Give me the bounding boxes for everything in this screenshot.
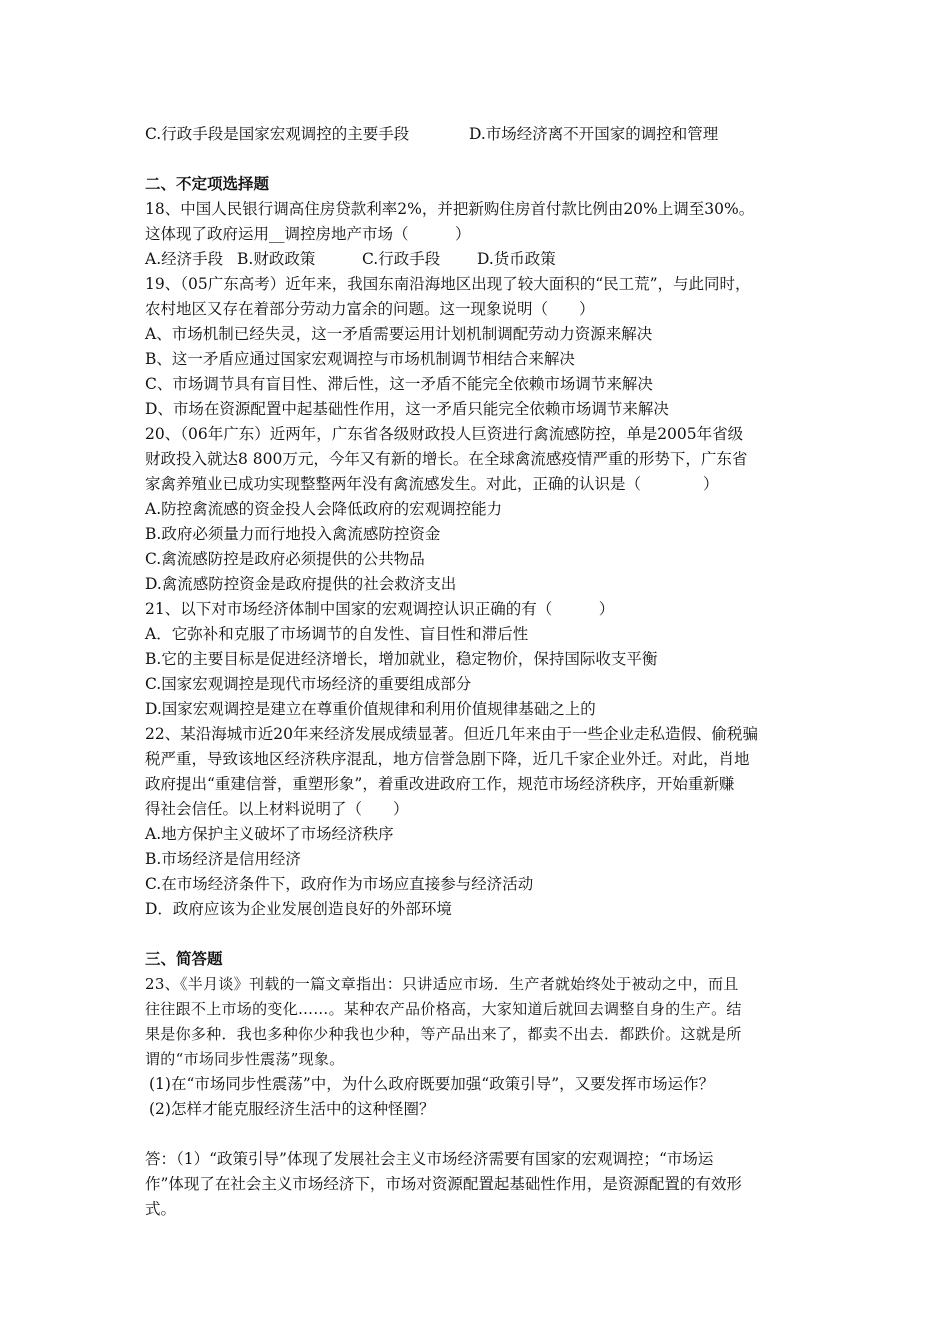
q22-option-b: B.市场经济是信用经济 <box>145 850 301 868</box>
q20-stem-line-3: 家禽养殖业已成功实现整整两年没有禽流感发生。对此，正确的认识是（ ） <box>145 475 719 493</box>
section-2-heading: 二、不定项选择题 <box>145 175 270 193</box>
q22-stem-line-4: 得社会信任。以上材料说明了（ ） <box>145 800 409 818</box>
answer-block <box>145 1147 810 1222</box>
question-23 <box>145 972 810 1122</box>
q18-option-a: A.经济手段 <box>145 250 224 268</box>
spacer <box>145 922 810 947</box>
answer-line-2: 作”体现了在社会主义市场经济下，市场对资源配置起基础性作用，是资源配置的有效形 <box>145 1175 742 1193</box>
q17-options-row <box>145 122 810 147</box>
q17-option-c: C.行政手段是国家宏观调控的主要手段 <box>145 125 410 143</box>
q22-stem-line-2: 税严重，导致该地区经济秩序混乱，地方信誉急剧下降，近几千家企业外迁。对此，肖地 <box>145 750 750 768</box>
q23-subquestion-2: (2)怎样才能克服经济生活中的这种怪圈？ <box>149 1100 435 1118</box>
q19-option-a: A、市场机制已经失灵，这一矛盾需要运用计划机制调配劳动力资源来解决 <box>145 325 653 343</box>
q20-stem-line-1: 20、（06年广东）近两年，广东省各级财政投人巨资进行禽流感防控，单是2005年省级 <box>145 425 744 443</box>
q21-stem-line-1: 21、以下对市场经济体制中国家的宏观调控认识正确的有（ ） <box>145 600 615 618</box>
question-22 <box>145 722 810 922</box>
document-content <box>145 122 810 1222</box>
q21-option-b: B.它的主要目标是促进经济增长，增加就业，稳定物价，保持国际收支平衡 <box>145 650 658 668</box>
q22-stem-line-1: 22、某沿海城市近20年来经济发展成绩显著。但近几年来由于一些企业走私造假、偷税骗 <box>145 725 758 743</box>
q22-option-c: C.在市场经济条件下，政府作为市场应直接参与经济活动 <box>145 875 534 893</box>
question-21 <box>145 597 810 722</box>
q23-stem-line-3: 果是你多种．我也多种你少种我也少种，等产品出来了，都卖不出去．都跌价。这就是所 <box>145 1025 742 1043</box>
section-3-heading: 三、简答题 <box>145 950 223 968</box>
q21-option-d: D.国家宏观调控是建立在尊重价值规律和利用价值规律基础之上的 <box>145 700 596 718</box>
q19-option-c: C、市场调节具有盲目性、滞后性，这一矛盾不能完全依赖市场调节来解决 <box>145 375 653 393</box>
q18-options-row <box>145 247 810 272</box>
q22-stem-line-3: 政府提出“重建信誉，重塑形象”，着重改进政府工作，规范市场经济秩序，开始重新赚 <box>145 775 735 793</box>
q23-stem-line-2: 往往跟不上市场的变化……。某种农产品价格高，大家知道后就回去调整自身的生产。结 <box>145 1000 742 1018</box>
q20-stem-line-2: 财政投入就达8 800万元，今年又有新的增长。在全球禽流感疫情严重的形势下，广东省 <box>145 450 748 468</box>
q23-subquestion-1: (1)在“市场同步性震荡”中，为什么政府既要加强“政策引导”，又要发挥市场运作？ <box>149 1075 715 1093</box>
q20-option-d: D.禽流感防控资金是政府提供的社会救济支出 <box>145 575 457 593</box>
q20-option-b: B.政府必须量力而行地投入禽流感防控资金 <box>145 525 441 543</box>
q21-option-c: C.国家宏观调控是现代市场经济的重要组成部分 <box>145 675 472 693</box>
q18-stem-line-2: 这体现了政府运用__调控房地产市场（ ） <box>145 225 471 243</box>
spacer <box>145 147 810 172</box>
q19-stem-line-1: 19、（05广东高考）近年来，我国东南沿海地区出现了较大面积的“民工荒”，与此同时， <box>145 275 751 293</box>
question-19 <box>145 272 810 422</box>
question-20 <box>145 422 810 597</box>
q19-option-b: B、这一矛盾应通过国家宏观调控与市场机制调节相结合来解决 <box>145 350 575 368</box>
answer-line-1: 答：（1）“政策引导”体现了发展社会主义市场经济需要有国家的宏观调控；“市场运 <box>145 1150 714 1168</box>
q17-option-d: D.市场经济离不开国家的调控和管理 <box>469 125 719 143</box>
q23-stem-line-4: 谓的“市场同步性震荡”现象。 <box>145 1050 345 1068</box>
spacer <box>145 1122 810 1147</box>
q23-stem-line-1: 23、《半月谈》刊载的一篇文章指出：只讲适应市场．生产者就始终处于被动之中，而且 <box>145 975 739 993</box>
q22-option-a: A.地方保护主义破坏了市场经济秩序 <box>145 825 394 843</box>
q18-option-b: B.财政政策 <box>237 250 316 268</box>
q22-option-d: D．政府应该为企业发展创造良好的外部环境 <box>145 900 452 918</box>
q20-option-a: A.防控禽流感的资金投人会降低政府的宏观调控能力 <box>145 500 503 518</box>
q18-option-d: D.货币政策 <box>477 250 556 268</box>
question-18 <box>145 197 810 272</box>
q18-stem-line-1: 18、中国人民银行调高住房贷款利率2%，并把新购住房首付款比例由20%上调至30%。 <box>145 200 755 218</box>
q21-option-a: A．它弥补和克服了市场调节的自发性、盲目性和滞后性 <box>145 625 529 643</box>
q19-stem-line-2: 农村地区又存在着部分劳动力富余的问题。这一现象说明（ ） <box>145 300 595 318</box>
q20-option-c: C.禽流感防控是政府必须提供的公共物品 <box>145 550 425 568</box>
q19-option-d: D、市场在资源配置中起基础性作用，这一矛盾只能完全依赖市场调节来解决 <box>145 400 669 418</box>
answer-line-3: 式。 <box>145 1200 177 1218</box>
q18-option-c: C.行政手段 <box>362 250 441 268</box>
